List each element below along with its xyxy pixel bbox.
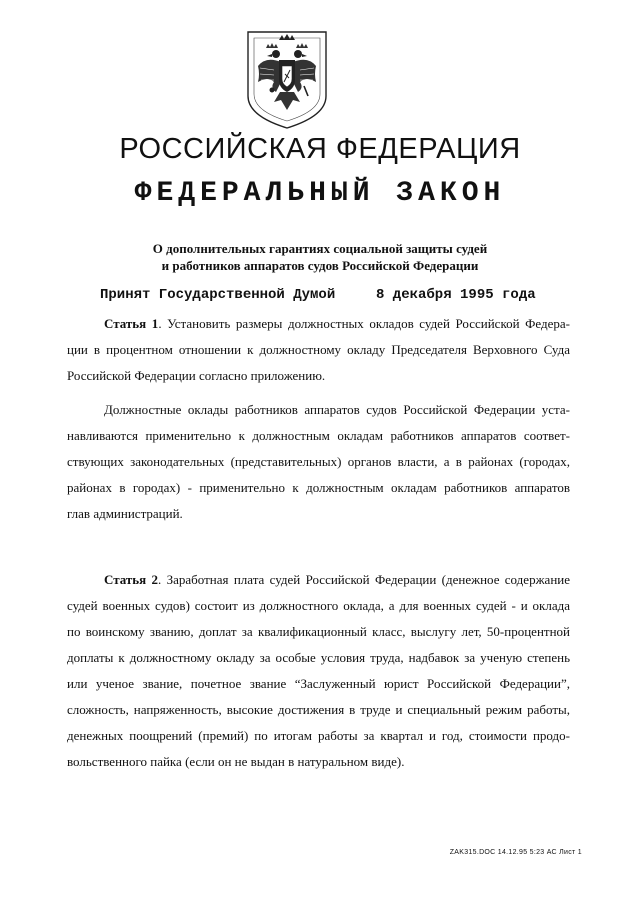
text-line: вольственного пайка (если он не выдан в натуральном виде). — [67, 754, 405, 769]
adoption-line — [100, 287, 540, 307]
text-line: глав администраций. — [67, 506, 183, 521]
text-line: ствующих законодательных (представительных) органов власти, а в районах (городах, — [67, 454, 570, 469]
text-line: доплаты к должностному окладу за особые условия труда, надбавок за ученую степень — [67, 650, 570, 665]
text-line: денежных поощрений (премий) по итогам работы за квартал и год, стоимости продо- — [67, 728, 570, 743]
text-line: судей военных судов) состоит из должностного оклада, а для военных судей - и оклада — [67, 598, 570, 613]
coat-of-arms-icon — [246, 30, 328, 130]
adoption-date: 8 декабря 1995 года — [376, 287, 536, 303]
country-heading: РОССИЙСКАЯ ФЕДЕРАЦИЯ — [119, 133, 521, 165]
text-line: или ученое звание, почетное звание “Заслуженный юрист Российской Федерации”, — [67, 676, 570, 691]
article-label: Статья 1 — [104, 316, 159, 331]
text-line: по воинскому званию, доплат за квалификационный класс, выслугу лет, 50-процентной — [67, 624, 570, 639]
law-subject-line: О дополнительных гарантиях социальной защиты судей — [152, 241, 488, 256]
text-line: Статья 2. Заработная плата судей Российской Федерации (денежное содержание — [104, 572, 570, 587]
text-line: ции в процентном отношении к должностному окладу Председателя Верховного Суда — [67, 342, 570, 357]
text-line: сложность, напряженность, высокие достижения в труде и специальный режим работы, — [67, 702, 570, 717]
file-footer: ZAK315.DOC 14.12.95 5:23 АС Лист 1 — [449, 849, 582, 856]
text-line: навливаются применительно к должностным окладам работников аппаратов соответ- — [67, 428, 570, 443]
text-line: Должностные оклады работников аппаратов судов Российской Федерации уста- — [104, 402, 570, 417]
law-subject — [0, 240, 640, 274]
law-subject-line: и работников аппаратов судов Российской Федерации — [161, 258, 479, 273]
article-2-paragraph — [67, 567, 570, 775]
text-line: Российской Федерации согласно приложению. — [67, 368, 326, 383]
article-label: Статья 2 — [104, 572, 159, 587]
article-1-paragraph-2 — [67, 397, 570, 527]
document-type-heading: ФЕДЕРАЛЬНЫЙ ЗАКОН — [134, 178, 506, 209]
article-1-paragraph-1 — [67, 311, 570, 389]
text-line: районах в городах) - применительно к должностным окладам работников аппаратов — [67, 480, 570, 495]
text-line: Статья 1. Установить размеры должностных окладов судей Российской Федера- — [104, 316, 570, 331]
adopted-by: Принят Государственной Думой — [100, 287, 336, 303]
